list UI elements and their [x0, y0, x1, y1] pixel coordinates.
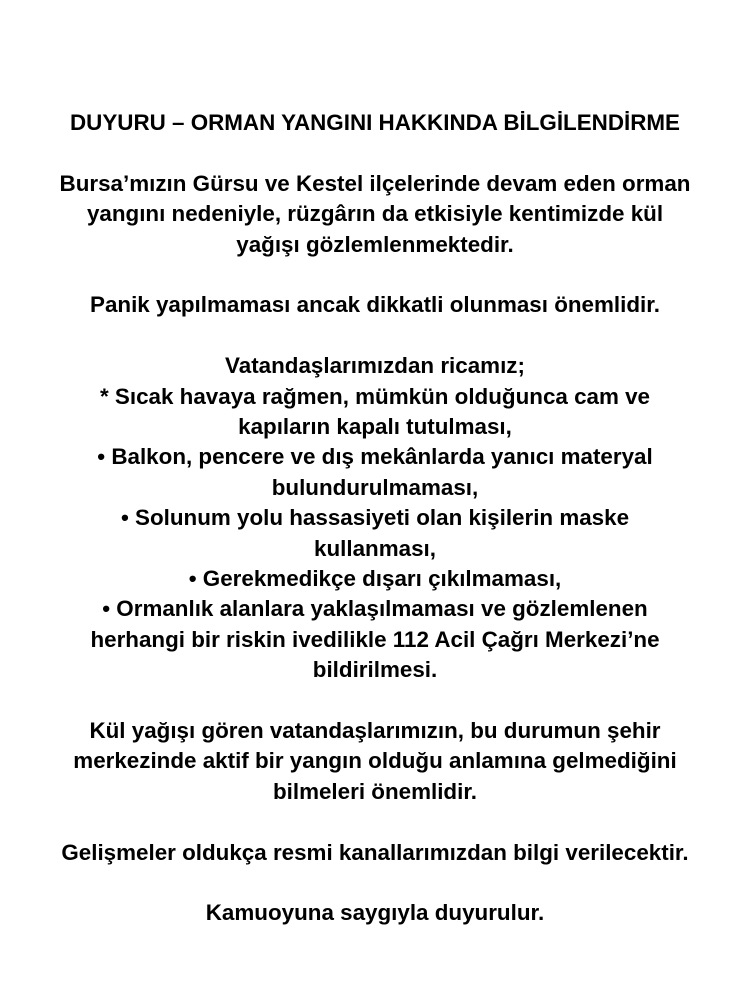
text-line: Kül yağışı gören vatandaşlarımızın, bu durumun şehir [89, 718, 661, 744]
paragraph-panic-warning [15, 290, 735, 320]
text-line: bulundurulmaması, [271, 474, 479, 500]
text-line: kullanması, [314, 535, 436, 561]
announcement-document [15, 0, 735, 929]
text-line: yağışı gözlemlenmektedir. [236, 231, 514, 257]
text-line: Panik yapılmaması ancak dikkatli olunması önemlidir. [90, 292, 660, 318]
text-line: • Gerekmedikçe dışarı çıkılmaması, [188, 566, 562, 592]
paragraph-intro [15, 169, 735, 260]
text-line: • Solunum yolu hassasiyeti olan kişilerin maske [120, 505, 630, 531]
paragraph-closing [15, 898, 735, 928]
text-line: merkezinde aktif bir yangın olduğu anlamına gelmediğini [73, 748, 677, 774]
paragraph-ash-explanation [15, 716, 735, 807]
text-line: • Ormanlık alanlara yaklaşılmaması ve gözlemlenen [102, 596, 648, 622]
text-line: yangını nedeniyle, rüzgârın da etkisiyle kentimizde kül [86, 201, 664, 227]
paragraph-request-list [15, 351, 735, 685]
text-line: • Balkon, pencere ve dış mekânlarda yanıcı materyal [97, 444, 653, 470]
text-line: herhangi bir riskin ivedilikle 112 Acil Çağrı Merkezi’ne [90, 626, 660, 652]
text-line: Kamuoyuna saygıyla duyurulur. [205, 900, 545, 926]
paragraph-updates-info [15, 838, 735, 868]
announcement-title-block [15, 108, 735, 138]
text-line: Gelişmeler oldukça resmi kanallarımızdan bilgi verilecektir. [61, 839, 689, 865]
text-line: Bursa’mızın Gürsu ve Kestel ilçelerinde devam eden orman [59, 170, 691, 196]
text-line: Vatandaşlarımızdan ricamız; [225, 353, 525, 379]
text-line: kapıların kapalı tutulması, [238, 414, 512, 440]
text-line: bildirilmesi. [312, 657, 438, 683]
text-line: bilmeleri önemlidir. [272, 778, 478, 804]
text-line: * Sıcak havaya rağmen, mümkün olduğunca cam ve [99, 383, 651, 409]
announcement-title: DUYURU – ORMAN YANGINI HAKKINDA BİLGİLENDİRME [70, 110, 680, 135]
